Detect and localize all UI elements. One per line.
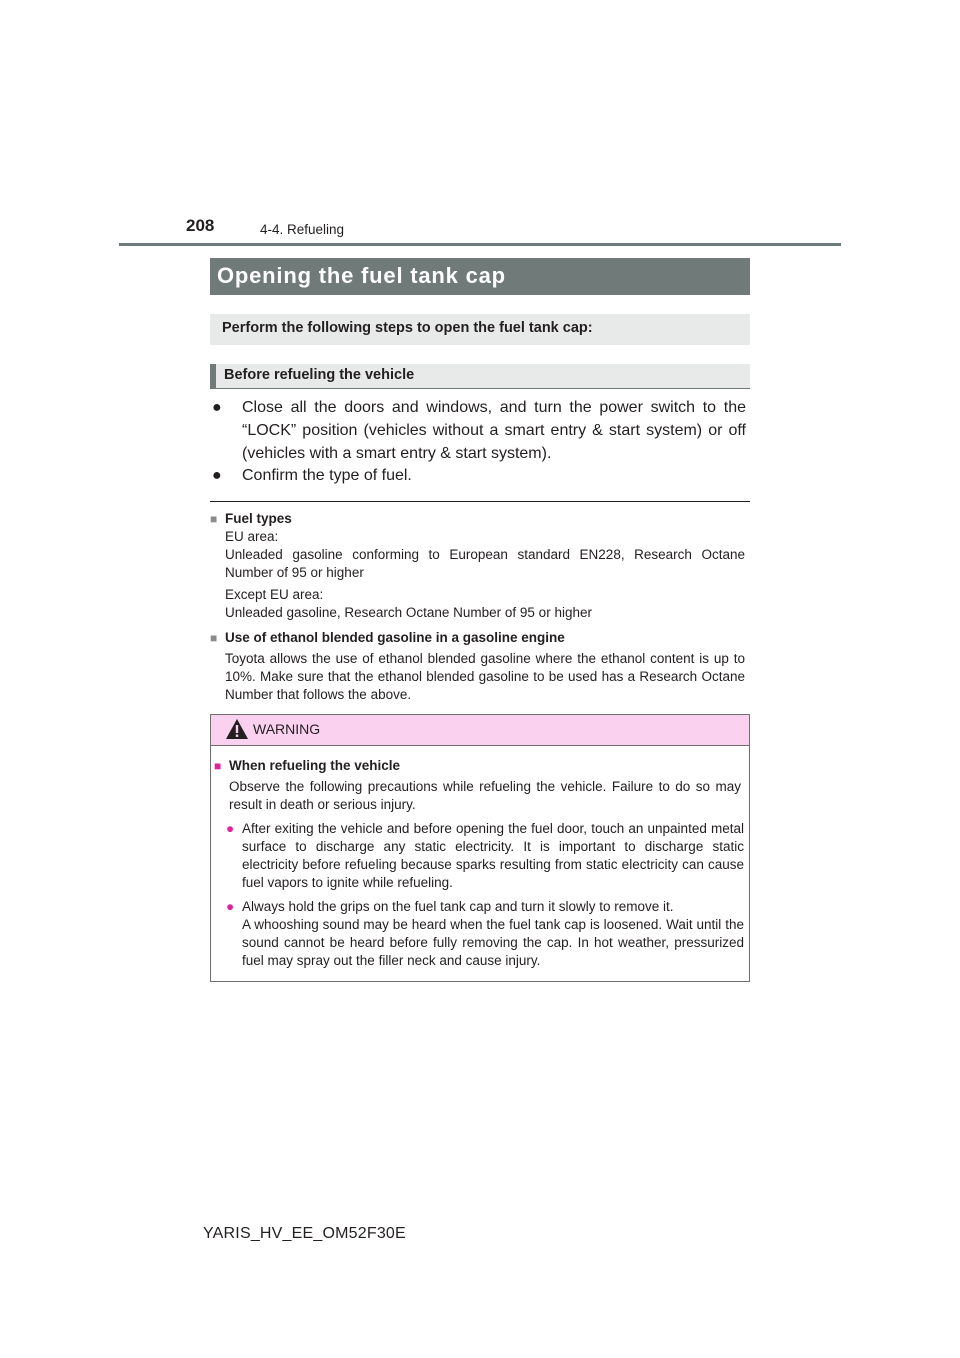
bullet-dot-icon: ● (226, 899, 235, 914)
warning-bullet-text: Always hold the grips on the fuel tank cap and turn it slowly to remove it. (242, 899, 674, 914)
eu-label: EU area: (225, 529, 279, 544)
square-bullet-icon: ■ (210, 512, 218, 526)
warning-bullet (214, 820, 744, 892)
ethanol-text: Toyota allows the use of ethanol blended gasoline where the ethanol content is up to 10%. Make sure that the ethanol blended gasoline to be used has a Research Octane Number that follows the above. (225, 651, 745, 702)
warning-bullet-text: After exiting the vehicle and before opening the fuel door, touch an unpainted metal surface to discharge any static electricity. It is important to discharge static electricity before refueling because sparks resulting from static electricity can cause fuel vapors to ignite while refueling. (242, 821, 744, 890)
section-divider (210, 501, 750, 502)
intro-text: Perform the following steps to open the fuel tank cap: (222, 320, 593, 336)
header-divider (119, 243, 841, 246)
footer-code: YARIS_HV_EE_OM52F30E (203, 1225, 406, 1242)
bullet-dot-icon: ● (226, 821, 235, 836)
page-number: 208 (186, 216, 215, 235)
warning-bullet-text-cont: A whooshing sound may be heard when the fuel tank cap is loosened. Wait until the sound cannot be heard before fully removing the cap. In hot weather, pressurized fuel may spray out the filler neck and cause injury. (242, 917, 744, 968)
warning-heading: ■ When refueling the vehicle (214, 758, 401, 773)
intro-box (210, 314, 750, 345)
bullet-dot-icon: ● (212, 399, 222, 416)
bullet-dot-icon: ● (212, 467, 222, 484)
warning-triangle-icon (225, 718, 249, 740)
warning-bullet (214, 898, 744, 970)
note-ethanol (210, 629, 750, 704)
warning-content (214, 757, 744, 970)
bullet-text: Confirm the type of fuel. (242, 467, 412, 484)
square-bullet-icon: ■ (210, 631, 218, 645)
non-eu-label: Except EU area: (225, 587, 324, 602)
warning-intro: Observe the following precautions while refueling the vehicle. Failure to do so may result in death or serious injury. (229, 779, 741, 812)
bullet-text: Close all the doors and windows, and turn the power switch to the “LOCK” position (vehicles without a smart entry & start system) or off (vehicles with a smart entry & start system). (242, 399, 746, 462)
note-heading: ■ Fuel types (210, 511, 292, 526)
note-heading: ■ Use of ethanol blended gasoline in a gasoline engine (210, 630, 565, 645)
square-bullet-icon: ■ (214, 759, 222, 773)
page-title: Opening the fuel tank cap (210, 258, 750, 295)
section-label: 4-4. Refueling (260, 222, 345, 237)
subsection-heading (210, 364, 750, 389)
subsection-accent-bar (210, 364, 216, 389)
note-body (225, 528, 745, 622)
note-fuel-types (210, 510, 750, 622)
subsection-heading-text: Before refueling the vehicle (224, 367, 415, 383)
warning-label: WARNING (253, 721, 321, 737)
eu-text: Unleaded gasoline conforming to European standard EN228, Research Octane Number of 95 or higher (225, 547, 745, 580)
non-eu-text: Unleaded gasoline, Research Octane Number of 95 or higher (225, 605, 592, 620)
